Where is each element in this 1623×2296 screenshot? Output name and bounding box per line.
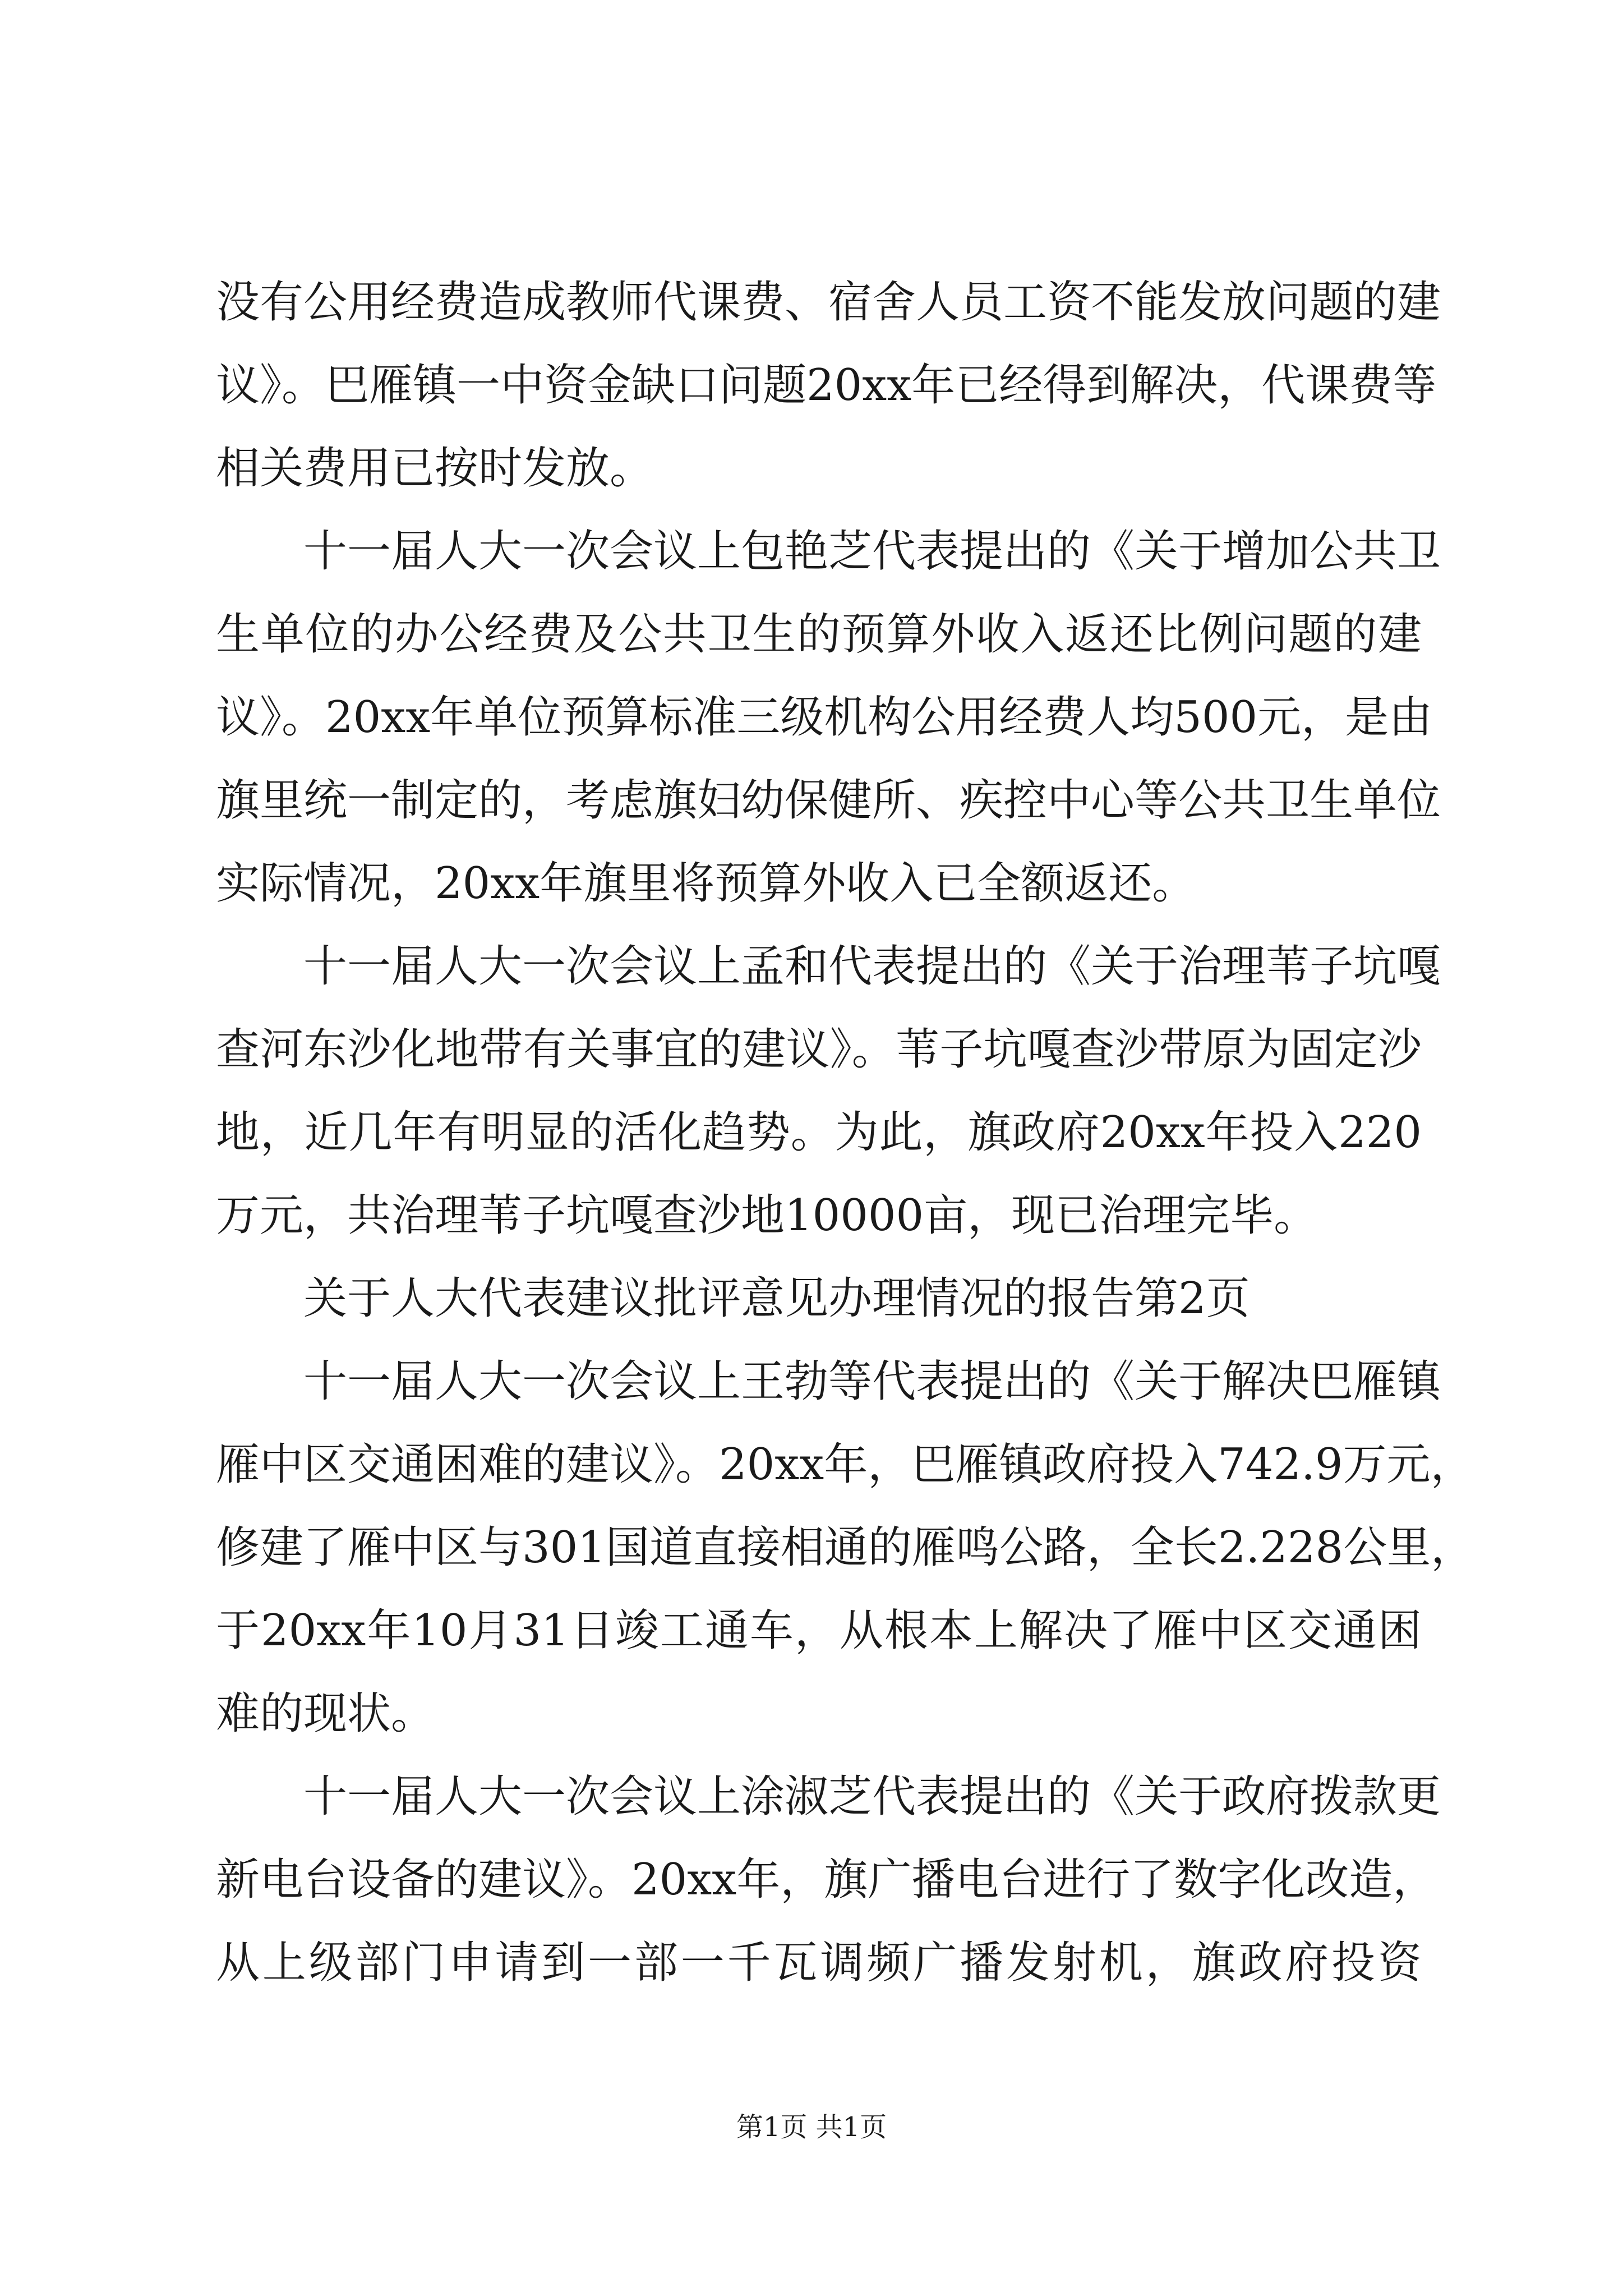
page-footer: [0, 2110, 1623, 2144]
text-line: 修建了雁中区与301国道直接相通的雁鸣公路，全长2.228公里，: [216, 1522, 1475, 1573]
text-line: 相关费用已按时发放。: [216, 443, 654, 494]
text-line: 议》。巴雁镇一中资金缺口问题20xx年已经得到解决，代课费等: [216, 360, 1437, 411]
text-line: 难的现状。: [216, 1688, 435, 1739]
text-line: 万元，共治理苇子坑嘎查沙地10000亩，现已治理完毕。: [216, 1190, 1318, 1241]
text-line: 雁中区交通困难的建议》。20xx年，巴雁镇政府投入742.9万元，: [216, 1439, 1474, 1490]
text-line: 十一届人大一次会议上王勃等代表提出的《关于解决巴雁镇: [303, 1356, 1441, 1407]
text-line: 十一届人大一次会议上涂淑芝代表提出的《关于政府拨款更: [303, 1772, 1441, 1822]
text-line: 没有公用经费造成教师代课费、宿舍人员工资不能发放问题的建: [216, 277, 1441, 328]
text-line: 生单位的办公经费及公共卫生的预算外收入返还比例问题的建: [216, 609, 1422, 660]
page-number-label: 第1页 共1页: [736, 2111, 887, 2143]
text-line: 从上级部门申请到一部一千瓦调频广播发射机，旗政府投资: [216, 1938, 1422, 1988]
text-line: 查河东沙化地带有关事宜的建议》。苇子坑嘎查沙带原为固定沙: [216, 1024, 1422, 1075]
text-line: 议》。20xx年单位预算标准三级机构公用经费人均500元，是由: [216, 692, 1433, 743]
text-line: 地，近几年有明显的活化趋势。为此，旗政府20xx年投入220: [216, 1107, 1422, 1158]
text-line: 旗里统一制定的，考虑旗妇幼保健所、疾控中心等公共卫生单位: [216, 775, 1441, 826]
document-body: [216, 261, 1475, 2004]
text-line: 十一届人大一次会议上孟和代表提出的《关于治理苇子坑嘎: [303, 941, 1441, 992]
text-line: 十一届人大一次会议上包艳芝代表提出的《关于增加公共卫: [303, 526, 1441, 577]
text-line: 于20xx年10月31日竣工通车，从根本上解决了雁中区交通困: [216, 1605, 1422, 1656]
text-line: 新电台设备的建议》。20xx年，旗广播电台进行了数字化改造，: [216, 1855, 1437, 1905]
text-line: 实际情况，20xx年旗里将预算外收入已全额返还。: [216, 858, 1196, 909]
text-line: 关于人大代表建议批评意见办理情况的报告第2页: [303, 1273, 1250, 1324]
